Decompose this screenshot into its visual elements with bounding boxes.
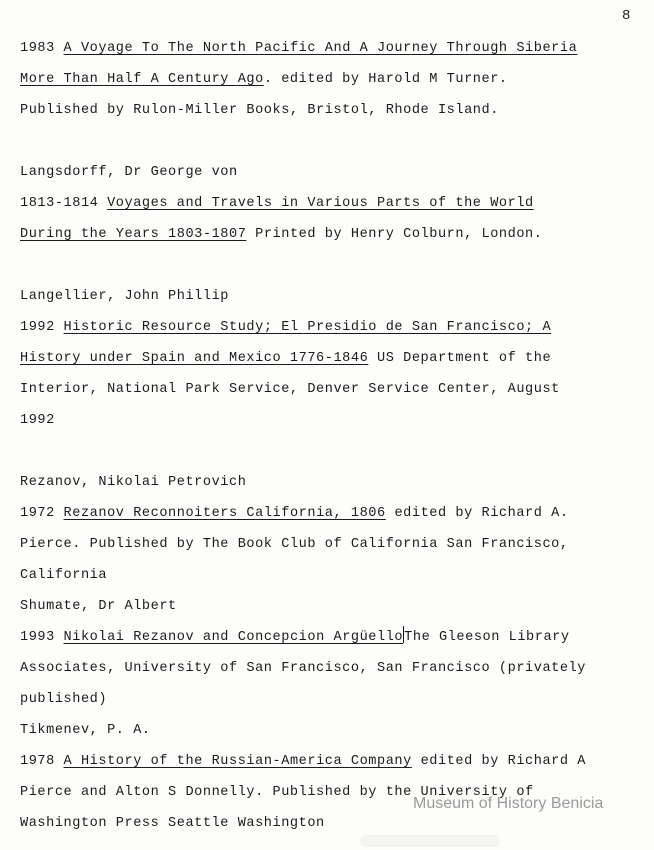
entry-line: History under Spain and Mexico 1776-1846 US Department of the xyxy=(20,351,552,366)
entry-line: Pierce and Alton S Donnelly. Published by the University of xyxy=(20,785,534,800)
book-title: Rezanov Reconnoiters California, 1806 xyxy=(63,506,386,521)
book-title: During the Years 1803-1807 xyxy=(20,227,247,242)
book-title: A Voyage To The North Pacific And A Journey Through Siberia xyxy=(63,41,578,56)
entry-line: 1993 Nikolai Rezanov and Concepcion ArgüelloThe Gleeson Library xyxy=(20,622,640,653)
entry-line: 1972 Rezanov Reconnoiters California, 1806 edited by Richard A. xyxy=(20,506,569,521)
author-name: Tikmenev, P. A. xyxy=(20,723,151,738)
entry-line: Published by Rulon-Miller Books, Bristol, Rhode Island. xyxy=(20,103,499,118)
book-title: More Than Half A Century Ago xyxy=(20,72,264,87)
book-title: Voyages and Travels in Various Parts of the World xyxy=(107,196,534,211)
entry-line: 1992 xyxy=(20,413,55,428)
bibliography xyxy=(20,33,640,839)
entry-line: published) xyxy=(20,692,108,707)
entry-line: 1813-1814 Voyages and Travels in Various Parts of the World xyxy=(20,196,534,211)
author-name: Langellier, John Phillip xyxy=(20,289,229,304)
entry-line: 1978 A History of the Russian-America Company edited by Richard A xyxy=(20,754,587,769)
book-title: Nikolai Rezanov and Concepcion Argüello xyxy=(63,630,404,645)
entry-line: California xyxy=(20,568,108,583)
entry-line: 1983 A Voyage To The North Pacific And A Journey Through Siberia xyxy=(20,41,578,56)
book-title: A History of the Russian-America Company xyxy=(63,754,412,769)
book-title: Historic Resource Study; El Presidio de San Francisco; A xyxy=(63,320,552,335)
entry-line: Washington Press Seattle Washington xyxy=(20,816,325,831)
entry-line: More Than Half A Century Ago. edited by Harold M Turner. xyxy=(20,72,508,87)
page-number: 8 xyxy=(622,8,631,24)
author-name: Shumate, Dr Albert xyxy=(20,599,177,614)
entry-line: Pierce. Published by The Book Club of California San Francisco, xyxy=(20,537,569,552)
entry-line: 1992 Historic Resource Study; El Presidio de San Francisco; A xyxy=(20,320,552,335)
author-name: Rezanov, Nikolai Petrovich xyxy=(20,475,247,490)
author-name: Langsdorff, Dr George von xyxy=(20,165,238,180)
scan-smudge xyxy=(360,835,500,847)
watermark: Museum of History Benicia xyxy=(413,795,604,812)
book-title: History under Spain and Mexico 1776-1846 xyxy=(20,351,369,366)
entry-line: During the Years 1803-1807 Printed by Henry Colburn, London. xyxy=(20,227,543,242)
entry-line: Interior, National Park Service, Denver Service Center, August xyxy=(20,382,560,397)
entry-line: Associates, University of San Francisco, San Francisco (privately xyxy=(20,661,586,676)
